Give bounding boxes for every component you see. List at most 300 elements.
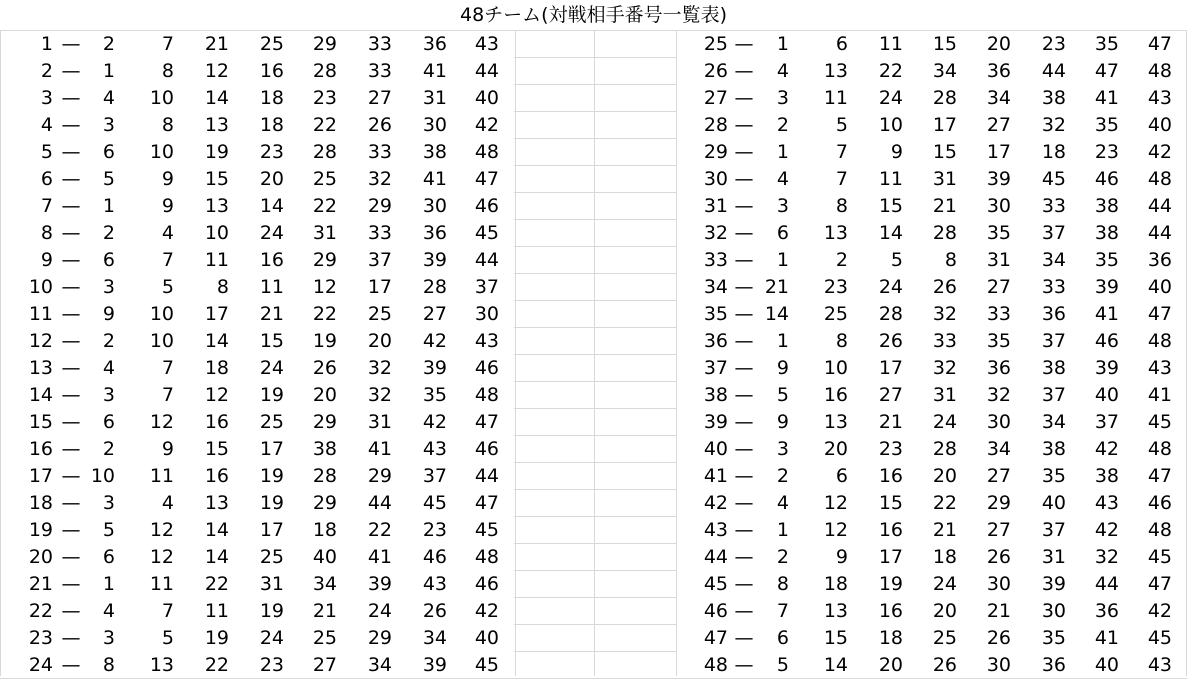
opponent-number[interactable]: 47 xyxy=(1094,60,1119,82)
opponent-number[interactable]: 42 xyxy=(1094,438,1119,460)
opponent-number[interactable]: 12 xyxy=(149,519,174,541)
opponent-number[interactable]: 24 xyxy=(932,573,957,595)
opponent-number[interactable]: 25 xyxy=(312,627,337,649)
opponent-number[interactable]: 35 xyxy=(1041,465,1066,487)
opponent-number[interactable]: 19 xyxy=(312,330,337,352)
opponent-number[interactable]: 13 xyxy=(149,654,174,676)
team-number[interactable]: 46 xyxy=(703,600,728,622)
opponent-number[interactable]: 29 xyxy=(367,195,392,217)
opponent-number[interactable]: 20 xyxy=(823,438,848,460)
team-number[interactable]: 37 xyxy=(703,357,728,379)
opponent-number[interactable]: 29 xyxy=(367,627,392,649)
opponent-number[interactable]: 38 xyxy=(1041,87,1066,109)
opponent-number[interactable]: 34 xyxy=(1041,249,1066,271)
opponent-number[interactable]: 41 xyxy=(1147,384,1172,406)
opponent-number[interactable]: 32 xyxy=(986,384,1011,406)
opponent-number[interactable]: 21 xyxy=(312,600,337,622)
team-number[interactable]: 24 xyxy=(28,654,53,676)
opponent-number[interactable]: 48 xyxy=(474,384,499,406)
opponent-number[interactable]: 43 xyxy=(474,330,499,352)
opponent-number[interactable]: 39 xyxy=(422,249,447,271)
opponent-number[interactable]: 17 xyxy=(878,357,903,379)
opponent-number[interactable]: 2 xyxy=(102,438,115,460)
opponent-number[interactable]: 38 xyxy=(1041,357,1066,379)
team-number[interactable]: 16 xyxy=(28,438,53,460)
opponent-number[interactable]: 6 xyxy=(102,411,115,433)
opponent-number[interactable]: 10 xyxy=(878,114,903,136)
opponent-number[interactable]: 12 xyxy=(204,60,229,82)
team-number[interactable]: 2 xyxy=(40,60,53,82)
opponent-number[interactable]: 5 xyxy=(890,249,903,271)
opponent-number[interactable]: 21 xyxy=(259,303,284,325)
opponent-number[interactable]: 20 xyxy=(367,330,392,352)
opponent-number[interactable]: 35 xyxy=(986,330,1011,352)
opponent-number[interactable]: 10 xyxy=(204,222,229,244)
opponent-number[interactable]: 3 xyxy=(102,492,115,514)
team-number[interactable]: 10 xyxy=(28,276,53,298)
opponent-number[interactable]: 1 xyxy=(776,519,789,541)
opponent-number[interactable]: 23 xyxy=(1094,141,1119,163)
opponent-number[interactable]: 20 xyxy=(986,33,1011,55)
opponent-number[interactable]: 43 xyxy=(1147,654,1172,676)
opponent-number[interactable]: 22 xyxy=(932,492,957,514)
team-number[interactable]: 47 xyxy=(703,627,728,649)
opponent-number[interactable]: 4 xyxy=(776,60,789,82)
opponent-number[interactable]: 5 xyxy=(161,627,174,649)
opponent-number[interactable]: 3 xyxy=(776,438,789,460)
opponent-number[interactable]: 10 xyxy=(149,141,174,163)
opponent-number[interactable]: 13 xyxy=(823,411,848,433)
opponent-number[interactable]: 16 xyxy=(878,519,903,541)
opponent-number[interactable]: 22 xyxy=(312,303,337,325)
opponent-number[interactable]: 4 xyxy=(102,357,115,379)
opponent-number[interactable]: 6 xyxy=(835,465,848,487)
opponent-number[interactable]: 23 xyxy=(259,654,284,676)
team-number[interactable]: 33 xyxy=(703,249,728,271)
opponent-number[interactable]: 1 xyxy=(102,60,115,82)
opponent-number[interactable]: 47 xyxy=(1147,573,1172,595)
opponent-number[interactable]: 42 xyxy=(422,330,447,352)
opponent-number[interactable]: 15 xyxy=(932,141,957,163)
team-number[interactable]: 11 xyxy=(28,303,53,325)
opponent-number[interactable]: 19 xyxy=(878,573,903,595)
opponent-number[interactable]: 30 xyxy=(986,411,1011,433)
opponent-number[interactable]: 8 xyxy=(944,249,957,271)
opponent-number[interactable]: 18 xyxy=(1041,141,1066,163)
opponent-number[interactable]: 31 xyxy=(367,411,392,433)
opponent-number[interactable]: 37 xyxy=(1041,330,1066,352)
opponent-number[interactable]: 15 xyxy=(204,168,229,190)
team-number[interactable]: 13 xyxy=(28,357,53,379)
opponent-number[interactable]: 24 xyxy=(259,222,284,244)
opponent-number[interactable]: 25 xyxy=(932,627,957,649)
opponent-number[interactable]: 18 xyxy=(312,519,337,541)
opponent-number[interactable]: 38 xyxy=(312,438,337,460)
opponent-number[interactable]: 27 xyxy=(986,114,1011,136)
opponent-number[interactable]: 15 xyxy=(878,492,903,514)
opponent-number[interactable]: 38 xyxy=(1041,438,1066,460)
opponent-number[interactable]: 1 xyxy=(776,330,789,352)
team-number[interactable]: 25 xyxy=(703,33,728,55)
opponent-number[interactable]: 34 xyxy=(1041,411,1066,433)
team-number[interactable]: 20 xyxy=(28,546,53,568)
opponent-number[interactable]: 29 xyxy=(312,33,337,55)
opponent-number[interactable]: 48 xyxy=(474,141,499,163)
opponent-number[interactable]: 3 xyxy=(102,627,115,649)
team-number[interactable]: 6 xyxy=(40,168,53,190)
opponent-number[interactable]: 31 xyxy=(259,573,284,595)
opponent-number[interactable]: 4 xyxy=(776,492,789,514)
opponent-number[interactable]: 2 xyxy=(102,33,115,55)
opponent-number[interactable]: 11 xyxy=(823,87,848,109)
opponent-number[interactable]: 2 xyxy=(102,222,115,244)
opponent-number[interactable]: 7 xyxy=(776,600,789,622)
opponent-number[interactable]: 25 xyxy=(259,546,284,568)
opponent-number[interactable]: 27 xyxy=(986,519,1011,541)
opponent-number[interactable]: 11 xyxy=(259,276,284,298)
opponent-number[interactable]: 23 xyxy=(823,276,848,298)
opponent-number[interactable]: 7 xyxy=(161,384,174,406)
opponent-number[interactable]: 34 xyxy=(312,573,337,595)
opponent-number[interactable]: 37 xyxy=(1041,519,1066,541)
opponent-number[interactable]: 41 xyxy=(1094,87,1119,109)
opponent-number[interactable]: 32 xyxy=(932,303,957,325)
opponent-number[interactable]: 44 xyxy=(474,465,499,487)
opponent-number[interactable]: 21 xyxy=(932,519,957,541)
opponent-number[interactable]: 13 xyxy=(823,600,848,622)
opponent-number[interactable]: 1 xyxy=(776,249,789,271)
opponent-number[interactable]: 20 xyxy=(932,465,957,487)
opponent-number[interactable]: 2 xyxy=(776,546,789,568)
opponent-number[interactable]: 33 xyxy=(932,330,957,352)
opponent-number[interactable]: 13 xyxy=(823,60,848,82)
opponent-number[interactable]: 30 xyxy=(1041,600,1066,622)
opponent-number[interactable]: 47 xyxy=(474,411,499,433)
opponent-number[interactable]: 24 xyxy=(259,627,284,649)
opponent-number[interactable]: 26 xyxy=(932,654,957,676)
opponent-number[interactable]: 14 xyxy=(764,303,789,325)
opponent-number[interactable]: 30 xyxy=(474,303,499,325)
team-number[interactable]: 3 xyxy=(40,87,53,109)
team-number[interactable]: 39 xyxy=(703,411,728,433)
team-number[interactable]: 38 xyxy=(703,384,728,406)
opponent-number[interactable]: 36 xyxy=(1094,600,1119,622)
opponent-number[interactable]: 43 xyxy=(1147,87,1172,109)
opponent-number[interactable]: 17 xyxy=(367,276,392,298)
team-number[interactable]: 27 xyxy=(703,87,728,109)
team-number[interactable]: 40 xyxy=(703,438,728,460)
opponent-number[interactable]: 6 xyxy=(835,33,848,55)
opponent-number[interactable]: 35 xyxy=(1041,627,1066,649)
opponent-number[interactable]: 25 xyxy=(259,411,284,433)
team-number[interactable]: 17 xyxy=(28,465,53,487)
team-number[interactable]: 30 xyxy=(703,168,728,190)
opponent-number[interactable]: 16 xyxy=(259,60,284,82)
opponent-number[interactable]: 2 xyxy=(835,249,848,271)
opponent-number[interactable]: 20 xyxy=(259,168,284,190)
opponent-number[interactable]: 38 xyxy=(1094,222,1119,244)
opponent-number[interactable]: 36 xyxy=(986,357,1011,379)
opponent-number[interactable]: 10 xyxy=(823,357,848,379)
opponent-number[interactable]: 33 xyxy=(1041,195,1066,217)
opponent-number[interactable]: 44 xyxy=(367,492,392,514)
opponent-number[interactable]: 42 xyxy=(1147,600,1172,622)
opponent-number[interactable]: 30 xyxy=(422,195,447,217)
opponent-number[interactable]: 26 xyxy=(986,627,1011,649)
opponent-number[interactable]: 8 xyxy=(776,573,789,595)
opponent-number[interactable]: 29 xyxy=(367,465,392,487)
opponent-number[interactable]: 10 xyxy=(149,303,174,325)
opponent-number[interactable]: 46 xyxy=(1094,168,1119,190)
opponent-number[interactable]: 38 xyxy=(1094,465,1119,487)
team-number[interactable]: 41 xyxy=(703,465,728,487)
opponent-number[interactable]: 44 xyxy=(1094,573,1119,595)
opponent-number[interactable]: 11 xyxy=(204,249,229,271)
opponent-number[interactable]: 16 xyxy=(878,600,903,622)
opponent-number[interactable]: 16 xyxy=(878,465,903,487)
opponent-number[interactable]: 35 xyxy=(1094,114,1119,136)
opponent-number[interactable]: 17 xyxy=(878,546,903,568)
opponent-number[interactable]: 31 xyxy=(932,384,957,406)
opponent-number[interactable]: 11 xyxy=(878,168,903,190)
opponent-number[interactable]: 7 xyxy=(161,33,174,55)
opponent-number[interactable]: 14 xyxy=(259,195,284,217)
opponent-number[interactable]: 5 xyxy=(102,519,115,541)
opponent-number[interactable]: 44 xyxy=(474,60,499,82)
opponent-number[interactable]: 45 xyxy=(1147,411,1172,433)
opponent-number[interactable]: 40 xyxy=(1094,654,1119,676)
opponent-number[interactable]: 44 xyxy=(1147,195,1172,217)
opponent-number[interactable]: 33 xyxy=(986,303,1011,325)
opponent-number[interactable]: 16 xyxy=(204,465,229,487)
opponent-number[interactable]: 37 xyxy=(474,276,499,298)
opponent-number[interactable]: 12 xyxy=(204,384,229,406)
opponent-number[interactable]: 35 xyxy=(986,222,1011,244)
opponent-number[interactable]: 26 xyxy=(878,330,903,352)
opponent-number[interactable]: 39 xyxy=(1094,357,1119,379)
team-number[interactable]: 9 xyxy=(40,249,53,271)
team-number[interactable]: 22 xyxy=(28,600,53,622)
opponent-number[interactable]: 24 xyxy=(932,411,957,433)
opponent-number[interactable]: 19 xyxy=(204,627,229,649)
opponent-number[interactable]: 43 xyxy=(1094,492,1119,514)
opponent-number[interactable]: 46 xyxy=(474,438,499,460)
team-number[interactable]: 45 xyxy=(703,573,728,595)
opponent-number[interactable]: 8 xyxy=(161,60,174,82)
opponent-number[interactable]: 36 xyxy=(1147,249,1172,271)
opponent-number[interactable]: 45 xyxy=(1147,627,1172,649)
opponent-number[interactable]: 20 xyxy=(312,384,337,406)
opponent-number[interactable]: 1 xyxy=(776,33,789,55)
opponent-number[interactable]: 19 xyxy=(259,600,284,622)
team-number[interactable]: 8 xyxy=(40,222,53,244)
opponent-number[interactable]: 1 xyxy=(102,195,115,217)
opponent-number[interactable]: 15 xyxy=(259,330,284,352)
opponent-number[interactable]: 21 xyxy=(878,411,903,433)
opponent-number[interactable]: 27 xyxy=(878,384,903,406)
opponent-number[interactable]: 6 xyxy=(102,546,115,568)
opponent-number[interactable]: 5 xyxy=(835,114,848,136)
opponent-number[interactable]: 44 xyxy=(474,249,499,271)
opponent-number[interactable]: 42 xyxy=(1147,141,1172,163)
opponent-number[interactable]: 41 xyxy=(367,546,392,568)
opponent-number[interactable]: 34 xyxy=(367,654,392,676)
opponent-number[interactable]: 14 xyxy=(823,654,848,676)
opponent-number[interactable]: 6 xyxy=(102,249,115,271)
opponent-number[interactable]: 27 xyxy=(986,276,1011,298)
opponent-number[interactable]: 32 xyxy=(367,168,392,190)
opponent-number[interactable]: 18 xyxy=(259,114,284,136)
opponent-number[interactable]: 3 xyxy=(102,384,115,406)
opponent-number[interactable]: 6 xyxy=(776,222,789,244)
opponent-number[interactable]: 16 xyxy=(259,249,284,271)
team-number[interactable]: 36 xyxy=(703,330,728,352)
opponent-number[interactable]: 31 xyxy=(422,87,447,109)
opponent-number[interactable]: 28 xyxy=(932,438,957,460)
team-number[interactable]: 5 xyxy=(40,141,53,163)
opponent-number[interactable]: 36 xyxy=(422,33,447,55)
opponent-number[interactable]: 27 xyxy=(312,654,337,676)
opponent-number[interactable]: 1 xyxy=(102,573,115,595)
opponent-number[interactable]: 21 xyxy=(932,195,957,217)
opponent-number[interactable]: 32 xyxy=(367,357,392,379)
opponent-number[interactable]: 9 xyxy=(776,411,789,433)
opponent-number[interactable]: 39 xyxy=(986,168,1011,190)
team-number[interactable]: 32 xyxy=(703,222,728,244)
opponent-number[interactable]: 4 xyxy=(102,600,115,622)
opponent-number[interactable]: 37 xyxy=(1094,411,1119,433)
opponent-number[interactable]: 5 xyxy=(161,276,174,298)
team-number[interactable]: 35 xyxy=(703,303,728,325)
opponent-number[interactable]: 34 xyxy=(986,87,1011,109)
opponent-number[interactable]: 45 xyxy=(474,222,499,244)
opponent-number[interactable]: 19 xyxy=(204,141,229,163)
opponent-number[interactable]: 25 xyxy=(259,33,284,55)
opponent-number[interactable]: 12 xyxy=(149,411,174,433)
opponent-number[interactable]: 14 xyxy=(204,519,229,541)
opponent-number[interactable]: 45 xyxy=(474,654,499,676)
opponent-number[interactable]: 39 xyxy=(367,573,392,595)
opponent-number[interactable]: 32 xyxy=(932,357,957,379)
opponent-number[interactable]: 27 xyxy=(422,303,447,325)
opponent-number[interactable]: 9 xyxy=(835,546,848,568)
opponent-number[interactable]: 19 xyxy=(259,465,284,487)
opponent-number[interactable]: 37 xyxy=(367,249,392,271)
opponent-number[interactable]: 9 xyxy=(161,168,174,190)
opponent-number[interactable]: 32 xyxy=(1041,114,1066,136)
opponent-number[interactable]: 23 xyxy=(259,141,284,163)
opponent-number[interactable]: 14 xyxy=(204,87,229,109)
opponent-number[interactable]: 9 xyxy=(102,303,115,325)
opponent-number[interactable]: 28 xyxy=(312,465,337,487)
opponent-number[interactable]: 12 xyxy=(149,546,174,568)
opponent-number[interactable]: 40 xyxy=(474,87,499,109)
opponent-number[interactable]: 4 xyxy=(102,87,115,109)
opponent-number[interactable]: 30 xyxy=(986,654,1011,676)
opponent-number[interactable]: 37 xyxy=(1041,384,1066,406)
opponent-number[interactable]: 45 xyxy=(1147,546,1172,568)
opponent-number[interactable]: 18 xyxy=(259,87,284,109)
opponent-number[interactable]: 41 xyxy=(422,60,447,82)
opponent-number[interactable]: 36 xyxy=(1041,303,1066,325)
opponent-number[interactable]: 43 xyxy=(474,33,499,55)
opponent-number[interactable]: 5 xyxy=(102,168,115,190)
opponent-number[interactable]: 17 xyxy=(986,141,1011,163)
opponent-number[interactable]: 10 xyxy=(149,87,174,109)
opponent-number[interactable]: 15 xyxy=(932,33,957,55)
opponent-number[interactable]: 35 xyxy=(1094,249,1119,271)
opponent-number[interactable]: 37 xyxy=(1041,222,1066,244)
opponent-number[interactable]: 24 xyxy=(878,87,903,109)
opponent-number[interactable]: 41 xyxy=(422,168,447,190)
opponent-number[interactable]: 36 xyxy=(422,222,447,244)
opponent-number[interactable]: 40 xyxy=(474,627,499,649)
team-number[interactable]: 28 xyxy=(703,114,728,136)
opponent-number[interactable]: 22 xyxy=(367,519,392,541)
opponent-number[interactable]: 40 xyxy=(312,546,337,568)
opponent-number[interactable]: 38 xyxy=(1094,195,1119,217)
opponent-number[interactable]: 42 xyxy=(1094,519,1119,541)
opponent-number[interactable]: 46 xyxy=(474,195,499,217)
opponent-number[interactable]: 11 xyxy=(878,33,903,55)
opponent-number[interactable]: 17 xyxy=(259,438,284,460)
team-number[interactable]: 42 xyxy=(703,492,728,514)
opponent-number[interactable]: 48 xyxy=(1147,438,1172,460)
opponent-number[interactable]: 3 xyxy=(102,114,115,136)
opponent-number[interactable]: 2 xyxy=(776,114,789,136)
opponent-number[interactable]: 25 xyxy=(823,303,848,325)
opponent-number[interactable]: 18 xyxy=(932,546,957,568)
opponent-number[interactable]: 26 xyxy=(367,114,392,136)
team-number[interactable]: 23 xyxy=(28,627,53,649)
opponent-number[interactable]: 30 xyxy=(986,573,1011,595)
opponent-number[interactable]: 48 xyxy=(1147,330,1172,352)
opponent-number[interactable]: 9 xyxy=(161,195,174,217)
opponent-number[interactable]: 22 xyxy=(878,60,903,82)
opponent-number[interactable]: 12 xyxy=(312,276,337,298)
opponent-number[interactable]: 31 xyxy=(312,222,337,244)
opponent-number[interactable]: 12 xyxy=(823,519,848,541)
opponent-number[interactable]: 42 xyxy=(474,114,499,136)
opponent-number[interactable]: 36 xyxy=(986,60,1011,82)
opponent-number[interactable]: 14 xyxy=(204,546,229,568)
opponent-number[interactable]: 2 xyxy=(776,465,789,487)
opponent-number[interactable]: 38 xyxy=(422,141,447,163)
opponent-number[interactable]: 16 xyxy=(204,411,229,433)
opponent-number[interactable]: 18 xyxy=(823,573,848,595)
opponent-number[interactable]: 11 xyxy=(204,600,229,622)
opponent-number[interactable]: 40 xyxy=(1094,384,1119,406)
opponent-number[interactable]: 7 xyxy=(161,249,174,271)
opponent-number[interactable]: 46 xyxy=(474,357,499,379)
opponent-number[interactable]: 30 xyxy=(986,195,1011,217)
opponent-number[interactable]: 24 xyxy=(259,357,284,379)
opponent-number[interactable]: 23 xyxy=(422,519,447,541)
opponent-number[interactable]: 44 xyxy=(1041,60,1066,82)
opponent-number[interactable]: 26 xyxy=(312,357,337,379)
opponent-number[interactable]: 13 xyxy=(204,114,229,136)
opponent-number[interactable]: 5 xyxy=(776,384,789,406)
opponent-number[interactable]: 22 xyxy=(312,114,337,136)
opponent-number[interactable]: 45 xyxy=(422,492,447,514)
opponent-number[interactable]: 40 xyxy=(1147,276,1172,298)
opponent-number[interactable]: 10 xyxy=(149,330,174,352)
opponent-number[interactable]: 8 xyxy=(216,276,229,298)
opponent-number[interactable]: 28 xyxy=(878,303,903,325)
opponent-number[interactable]: 39 xyxy=(422,357,447,379)
opponent-number[interactable]: 7 xyxy=(835,168,848,190)
opponent-number[interactable]: 24 xyxy=(878,276,903,298)
